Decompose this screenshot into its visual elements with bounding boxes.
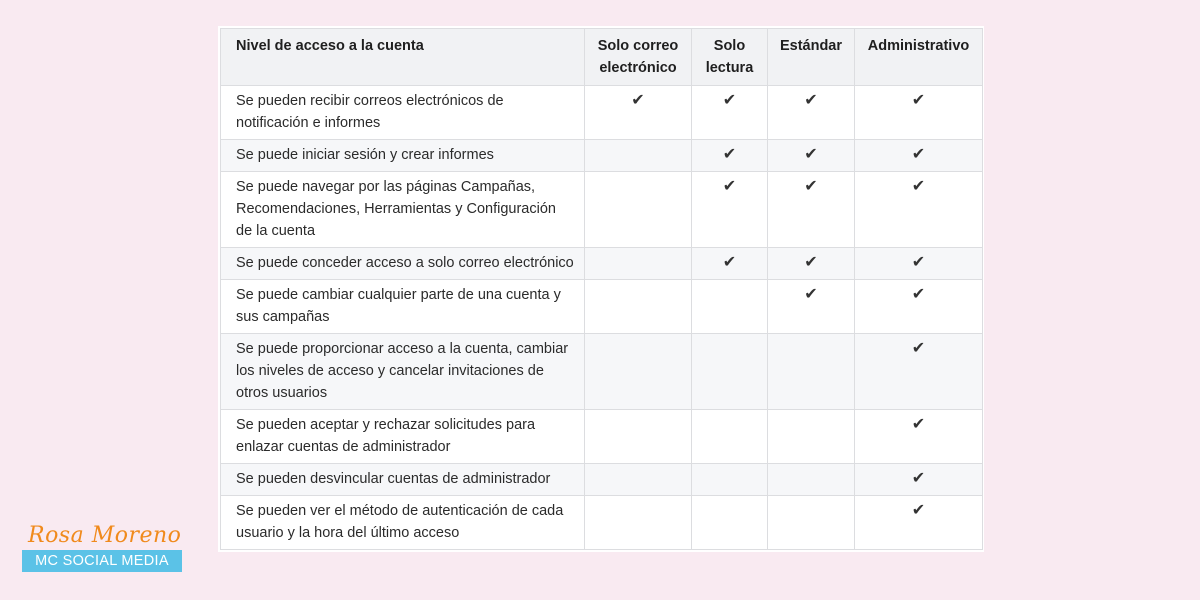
empty-cell — [585, 280, 692, 334]
empty-cell — [692, 334, 768, 410]
check-icon: ✔ — [768, 280, 855, 334]
table-row — [221, 172, 983, 248]
check-icon: ✔ — [855, 140, 983, 172]
check-icon: ✔ — [768, 86, 855, 140]
check-icon: ✔ — [768, 248, 855, 280]
table-row — [221, 334, 983, 410]
empty-cell — [692, 410, 768, 464]
row-label: Se pueden recibir correos electrónicos de notificación e informes — [221, 86, 585, 140]
check-icon: ✔ — [692, 172, 768, 248]
check-icon: ✔ — [855, 172, 983, 248]
table-row — [221, 280, 983, 334]
check-icon: ✔ — [585, 86, 692, 140]
table-row — [221, 464, 983, 496]
empty-cell — [585, 464, 692, 496]
access-level-table-container — [218, 26, 984, 552]
check-icon: ✔ — [692, 248, 768, 280]
row-label: Se puede navegar por las páginas Campañas, Recomendaciones, Herramientas y Configuración de la cuenta — [221, 172, 585, 248]
access-level-table — [220, 28, 983, 550]
row-label: Se puede cambiar cualquier parte de una cuenta y sus campañas — [221, 280, 585, 334]
empty-cell — [585, 172, 692, 248]
row-label: Se pueden ver el método de autenticación de cada usuario y la hora del último acceso — [221, 496, 585, 550]
check-icon: ✔ — [855, 464, 983, 496]
check-icon: ✔ — [768, 140, 855, 172]
empty-cell — [692, 496, 768, 550]
empty-cell — [692, 464, 768, 496]
empty-cell — [768, 464, 855, 496]
header-email-only: Solo correo electrónico — [585, 29, 692, 86]
empty-cell — [768, 334, 855, 410]
table-row — [221, 86, 983, 140]
header-access-level: Nivel de acceso a la cuenta — [221, 29, 585, 86]
empty-cell — [585, 410, 692, 464]
table-row — [221, 410, 983, 464]
row-label: Se puede iniciar sesión y crear informes — [221, 140, 585, 172]
empty-cell — [692, 280, 768, 334]
row-label: Se pueden desvincular cuentas de administrador — [221, 464, 585, 496]
logo-tagline-bar: MC SOCIAL MEDIA — [22, 550, 182, 572]
logo-script-name: Rosa Moreno — [28, 523, 182, 548]
empty-cell — [768, 410, 855, 464]
empty-cell — [585, 334, 692, 410]
table-row — [221, 140, 983, 172]
table-header-row — [221, 29, 983, 86]
check-icon: ✔ — [855, 496, 983, 550]
row-label: Se pueden aceptar y rechazar solicitudes para enlazar cuentas de administrador — [221, 410, 585, 464]
table-row — [221, 248, 983, 280]
check-icon: ✔ — [855, 280, 983, 334]
check-icon: ✔ — [855, 334, 983, 410]
check-icon: ✔ — [692, 140, 768, 172]
row-label: Se puede proporcionar acceso a la cuenta, cambiar los niveles de acceso y cancelar invitaciones de otros usuarios — [221, 334, 585, 410]
empty-cell — [768, 496, 855, 550]
table-row — [221, 496, 983, 550]
header-standard: Estándar — [768, 29, 855, 86]
row-label: Se puede conceder acceso a solo correo electrónico — [221, 248, 585, 280]
empty-cell — [585, 140, 692, 172]
check-icon: ✔ — [768, 172, 855, 248]
check-icon: ✔ — [855, 86, 983, 140]
check-icon: ✔ — [855, 410, 983, 464]
header-administrative: Administrativo — [855, 29, 983, 86]
header-read-only: Solo lectura — [692, 29, 768, 86]
check-icon: ✔ — [855, 248, 983, 280]
check-icon: ✔ — [692, 86, 768, 140]
empty-cell — [585, 248, 692, 280]
empty-cell — [585, 496, 692, 550]
brand-logo — [22, 524, 182, 572]
